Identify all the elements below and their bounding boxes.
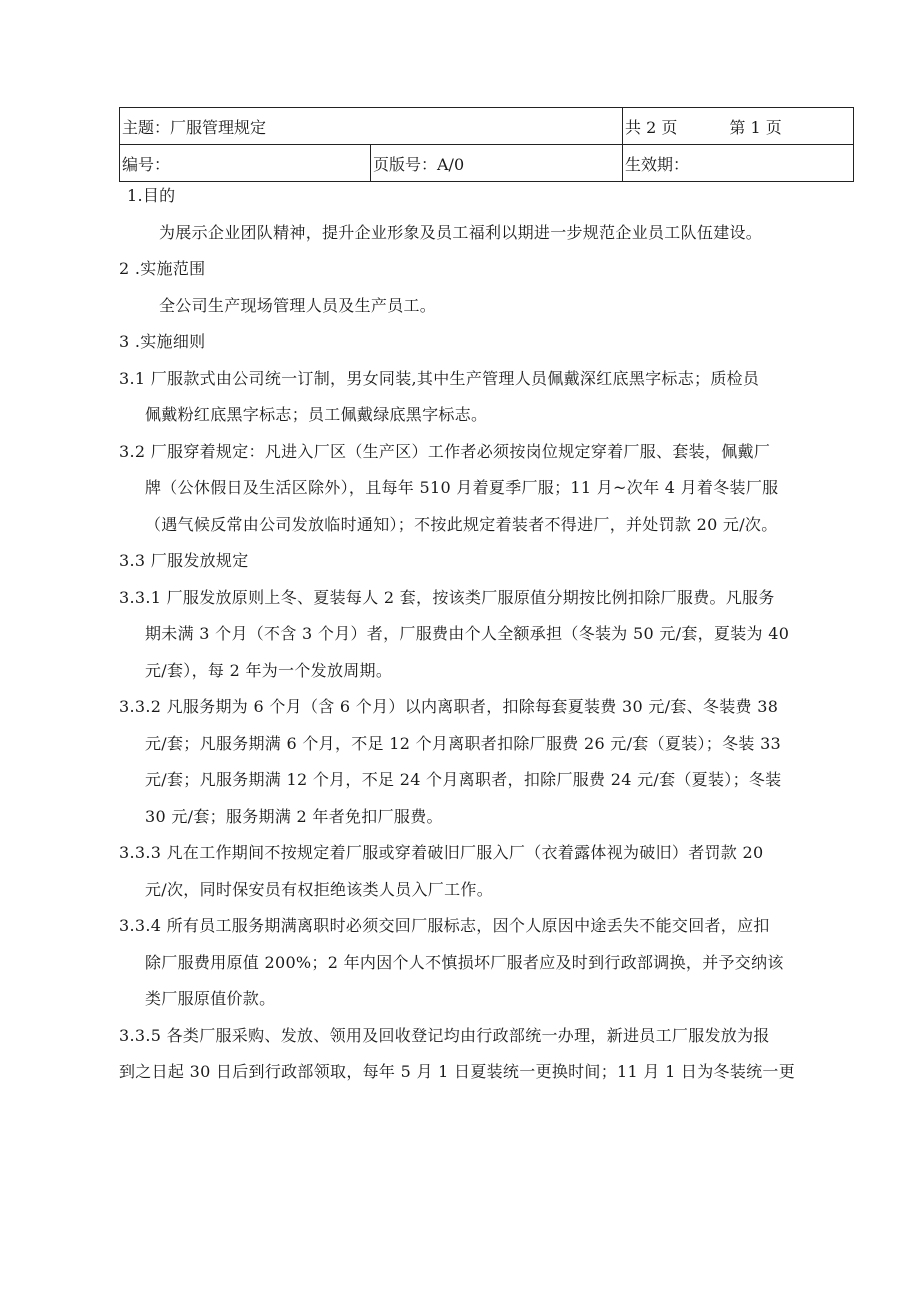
- body-line: 3.3.1 厂服发放原则上冬、夏装每人 2 套，按该类厂服原值分期按比例扣除厂服费。凡服务: [119, 587, 775, 607]
- body-line: 1.目的: [127, 186, 176, 205]
- current-page: 第 1 页: [729, 117, 782, 137]
- body-line: （遇气候反常由公司发放临时通知）；不按此规定着装者不得进厂，并处罚款 20 元/次。: [145, 514, 778, 534]
- body-line: 元/套；凡服务期满 6 个月，不足 12 个月离职者扣除厂服费 26 元/套（夏装）；冬装 33: [145, 733, 782, 753]
- body-line: 3.1 厂服款式由公司统一订制，男女同装,其中生产管理人员佩戴深红底黑字标志；质检员: [119, 368, 760, 388]
- body-line: 2 .实施范围: [119, 259, 206, 278]
- version-cell: 页版号：A/0: [371, 145, 623, 182]
- body-line: 佩戴粉红底黑字标志；员工佩戴绿底黑字标志。: [145, 405, 488, 424]
- header-row-2: [120, 145, 854, 182]
- body-line: 3.2 厂服穿着规定：凡进入厂区（生产区）工作者必须按岗位规定穿着厂服、套装，佩戴厂: [119, 441, 771, 461]
- body-line: 全公司生产现场管理人员及生产员工。: [159, 295, 437, 315]
- body-line: 元/次，同时保安员有权拒绝该类人员入厂工作。: [145, 879, 493, 899]
- body-line: 到之日起 30 日后到行政部领取，每年 5 月 1 日夏装统一更换时间；11 月 1 日为冬装统一更: [119, 1062, 796, 1081]
- document-body: [119, 178, 859, 1091]
- body-line: 类厂服原值价款。: [145, 989, 276, 1008]
- effective-date-cell: 生效期：: [623, 145, 854, 182]
- total-pages: 共 2 页: [625, 117, 678, 137]
- pages-cell: [623, 108, 854, 145]
- doc-number-cell: 编号：: [120, 145, 371, 182]
- body-line: 期未满 3 个月（不含 3 个月）者，厂服费由个人全额承担（冬装为 50 元/套，夏装为 40: [145, 624, 790, 643]
- body-line: 元/套），每 2 年为一个发放周期。: [145, 660, 393, 680]
- header-row-1: [120, 108, 854, 145]
- body-line: 3 .实施细则: [119, 332, 206, 351]
- body-line: 3.3.2 凡服务期为 6 个月（含 6 个月）以内离职者，扣除每套夏装费 30 元/套、冬装费 38: [119, 697, 779, 716]
- document-header-table: [119, 107, 854, 182]
- body-line: 为展示企业团队精神，提升企业形象及员工福利以期进一步规范企业员工队伍建设。: [159, 222, 763, 242]
- body-line: 3.3.5 各类厂服采购、发放、领用及回收登记均由行政部统一办理，新进员工厂服发放为报: [119, 1025, 770, 1045]
- body-line: 3.3 厂服发放规定: [119, 551, 249, 570]
- body-line: 3.3.3 凡在工作期间不按规定着厂服或穿着破旧厂服入厂（衣着露体视为破旧）者罚款 20: [119, 843, 764, 862]
- body-line: 牌（公休假日及生活区除外），且每年 510 月着夏季厂服；11 月~次年 4 月着冬装厂服: [145, 478, 779, 497]
- body-line: 3.3.4 所有员工服务期满离职时必须交回厂服标志，因个人原因中途丢失不能交回者，应扣: [119, 916, 770, 935]
- body-line: 除厂服费用原值 200%；2 年内因个人不慎损坏厂服者应及时到行政部调换，并予交纳该: [145, 952, 784, 972]
- subject-cell: 主题：厂服管理规定: [120, 108, 623, 145]
- body-line: 30 元/套；服务期满 2 年者免扣厂服费。: [145, 806, 443, 826]
- body-line: 元/套；凡服务期满 12 个月，不足 24 个月离职者，扣除厂服费 24 元/套（夏装）；冬装: [145, 770, 782, 789]
